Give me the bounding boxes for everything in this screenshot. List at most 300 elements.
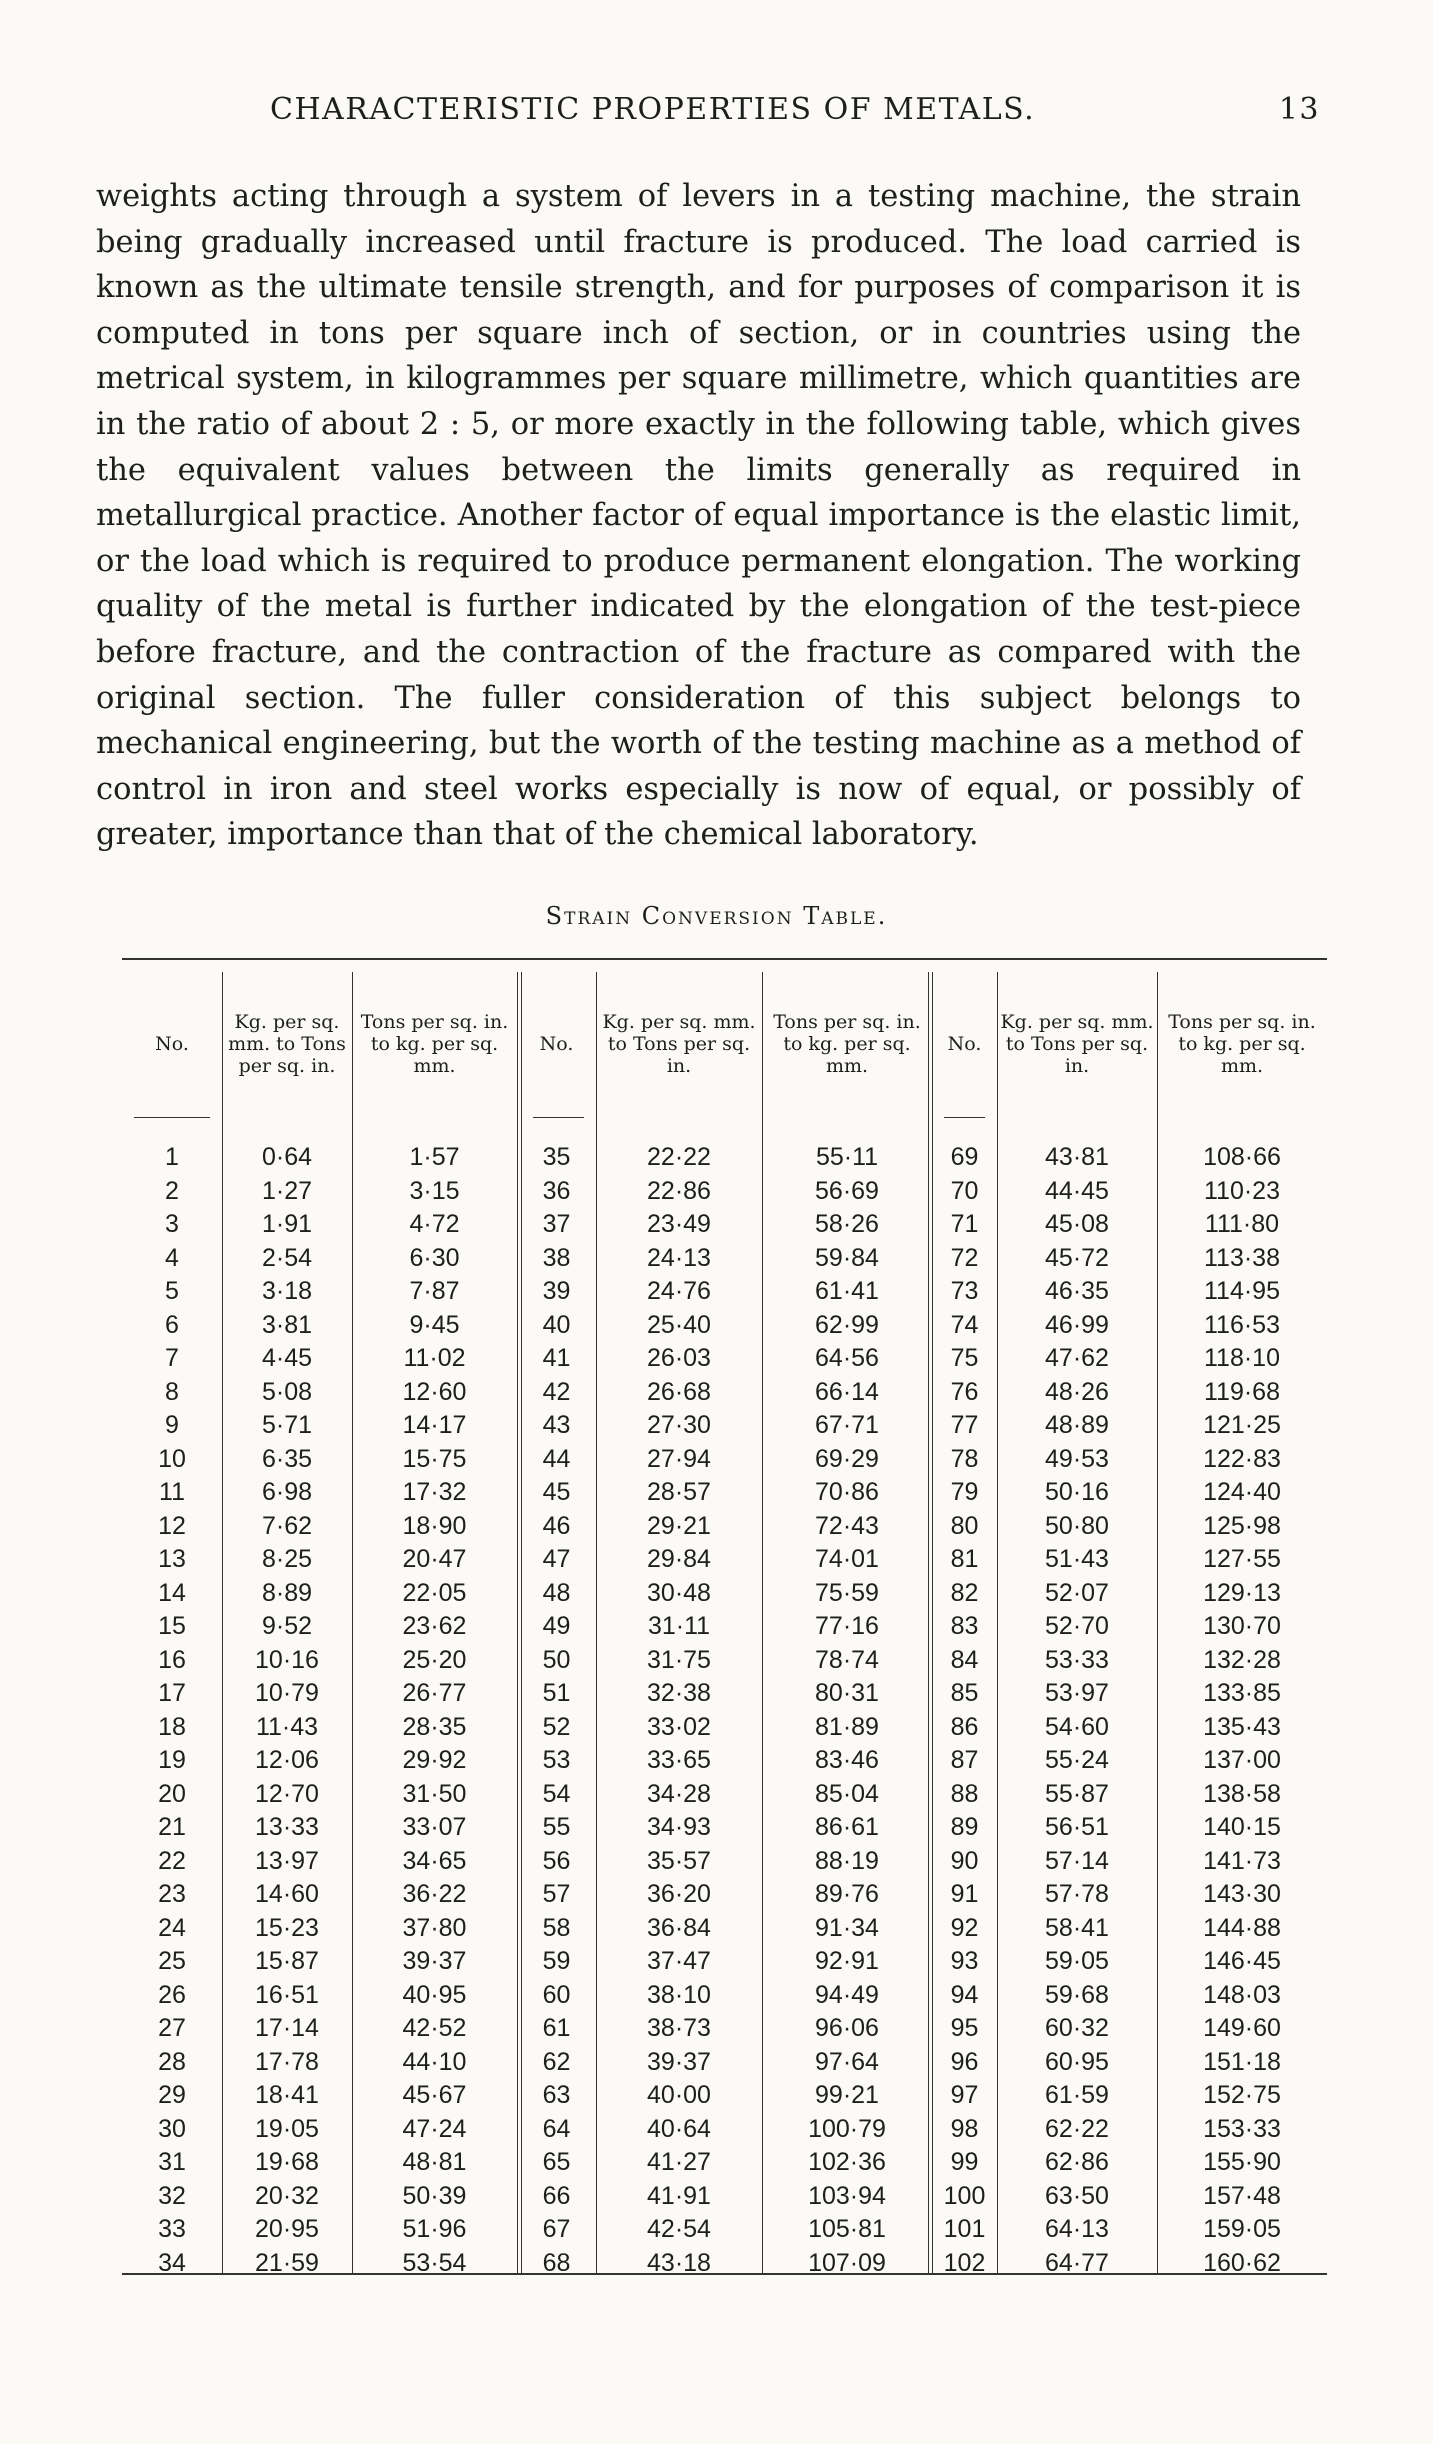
- table-cell: 8·89: [261, 1578, 313, 1607]
- table-cell: 55: [542, 1813, 571, 1841]
- running-title: CHARACTERISTIC PROPERTIES OF METALS.: [270, 92, 1036, 127]
- table-cell: 57: [542, 1880, 571, 1908]
- table-cell: 35: [542, 1143, 571, 1171]
- table-cell: 102·36: [808, 2148, 886, 2176]
- table-row: [122, 1813, 1327, 1847]
- table-cell: 30: [158, 2114, 186, 2143]
- table-cell: 9: [165, 1411, 179, 1439]
- table-row: [122, 1143, 1327, 1177]
- table-cell: 45·72: [1045, 1243, 1109, 1272]
- table-cell: 99·21: [815, 2081, 879, 2109]
- table-cell: 111·80: [1204, 1210, 1280, 1238]
- table-cell: 37·47: [647, 1947, 711, 1975]
- table-cell: 157·48: [1203, 2181, 1281, 2210]
- table-cell: 14·17: [402, 1411, 467, 1439]
- table-cell: 61·59: [1045, 2081, 1109, 2109]
- table-cell: 141·73: [1203, 1846, 1281, 1875]
- table-cell: 31·50: [402, 1779, 467, 1808]
- table-cell: 67: [542, 2215, 571, 2243]
- table-cell: 29·84: [647, 1545, 711, 1573]
- table-cell: 78·74: [815, 1645, 879, 1674]
- table-cell: 51: [542, 1679, 571, 1707]
- table-cell: 144·88: [1203, 1913, 1281, 1942]
- table-cell: 31·11: [647, 1612, 711, 1640]
- table-row: [122, 1311, 1327, 1345]
- table-row: [122, 1210, 1327, 1244]
- table-row: [122, 1344, 1327, 1378]
- column-header: No.: [155, 1033, 189, 1055]
- table-cell: 77: [950, 1411, 979, 1439]
- table-cell: 60·32: [1045, 2014, 1109, 2042]
- table-cell: 57·78: [1045, 1880, 1109, 1908]
- table-cell: 51·43: [1045, 1545, 1109, 1573]
- table-cell: 88·19: [815, 1846, 879, 1875]
- table-cell: 92·91: [815, 1947, 879, 1975]
- table-cell: 105·81: [808, 2215, 886, 2243]
- table-cell: 45: [542, 1478, 571, 1506]
- table-cell: 63: [542, 2081, 571, 2109]
- table-row: [122, 2115, 1327, 2149]
- table-cell: 60: [542, 1980, 571, 2009]
- column-header: Kg. per sq. mm. to Tons per sq. in.: [602, 1011, 756, 1077]
- table-cell: 52·07: [1045, 1578, 1109, 1607]
- table-cell: 32: [158, 2181, 186, 2210]
- table-cell: 15·75: [402, 1444, 467, 1473]
- table-cell: 62·86: [1045, 2148, 1109, 2176]
- table-cell: 45·08: [1045, 1210, 1109, 1238]
- table-cell: 100·79: [808, 2114, 886, 2143]
- table-cell: 96: [950, 2047, 979, 2076]
- table-cell: 40·64: [647, 2114, 711, 2143]
- table-cell: 9·45: [409, 1310, 460, 1339]
- column-header: No.: [947, 1033, 982, 1055]
- table-row: [122, 1612, 1327, 1646]
- table-cell: 49·53: [1045, 1444, 1109, 1473]
- table-cell: 38: [542, 1243, 571, 1272]
- table-cell: 149·60: [1203, 2014, 1281, 2042]
- table-cell: 11·43: [255, 1712, 319, 1741]
- table-cell: 39·37: [402, 1947, 467, 1975]
- table-cell: 59·84: [815, 1243, 879, 1272]
- table-cell: 38·10: [647, 1980, 711, 2009]
- table-cell: 48·81: [402, 2148, 467, 2176]
- table-cell: 50: [542, 1645, 571, 1674]
- table-cell: 129·13: [1203, 1578, 1281, 1607]
- table-row: [122, 1679, 1327, 1713]
- table-cell: 47·62: [1045, 1344, 1109, 1372]
- table-row: [122, 1780, 1327, 1814]
- table-cell: 5·08: [261, 1377, 313, 1406]
- table-cell: 116·53: [1204, 1310, 1280, 1339]
- table-cell: 66: [542, 2181, 571, 2210]
- table-cell: 13·97: [255, 1846, 319, 1875]
- table-cell: 2·54: [261, 1243, 313, 1272]
- table-cell: 125·98: [1203, 1511, 1281, 1540]
- table-cell: 17·78: [255, 2047, 319, 2076]
- table-cell: 10·16: [255, 1645, 319, 1674]
- table-cell: 19·68: [255, 2148, 319, 2176]
- table-cell: 153·33: [1203, 2114, 1281, 2143]
- table-cell: 138·58: [1203, 1779, 1281, 1808]
- table-cell: 88: [950, 1779, 979, 1808]
- table-cell: 48·89: [1045, 1411, 1109, 1439]
- table-cell: 44: [542, 1444, 571, 1473]
- table-cell: 137·00: [1203, 1746, 1281, 1774]
- table-cell: 5: [165, 1277, 179, 1305]
- table-caption: Strain Conversion Table.: [545, 902, 888, 930]
- table-cell: 59·05: [1045, 1947, 1109, 1975]
- table-cell: 28: [158, 2047, 186, 2076]
- table-cell: 41·91: [647, 2181, 711, 2210]
- table-cell: 97: [950, 2081, 979, 2109]
- table-cell: 39·37: [647, 2047, 711, 2076]
- table-row: [122, 1981, 1327, 2015]
- table-cell: 8: [165, 1377, 179, 1406]
- table-cell: 21: [158, 1813, 186, 1841]
- table-cell: 74: [950, 1310, 979, 1339]
- table-cell: 24·76: [647, 1277, 711, 1305]
- table-cell: 31: [158, 2148, 186, 2176]
- table-cell: 60·95: [1045, 2047, 1109, 2076]
- table-cell: 27·30: [647, 1411, 711, 1439]
- table-cell: 24: [158, 1913, 186, 1942]
- table-cell: 79: [950, 1478, 979, 1506]
- table-row: [122, 2081, 1327, 2115]
- table-cell: 6·98: [261, 1478, 313, 1506]
- table-cell: 118·10: [1204, 1344, 1280, 1372]
- table-row: [122, 1847, 1327, 1881]
- table-row: [122, 1713, 1327, 1747]
- table-cell: 45·67: [402, 2081, 467, 2109]
- table-cell: 3: [165, 1210, 179, 1238]
- table-cell: 91: [950, 1880, 979, 1908]
- table-cell: 80: [950, 1511, 979, 1540]
- table-cell: 15: [158, 1612, 186, 1640]
- table-cell: 50·39: [402, 2181, 467, 2210]
- table-cell: 89: [950, 1813, 979, 1841]
- table-cell: 68: [542, 2248, 571, 2277]
- table-cell: 43: [542, 1411, 571, 1439]
- table-row: [122, 1880, 1327, 1914]
- table-cell: 92: [950, 1913, 979, 1942]
- table-row: [122, 1378, 1327, 1412]
- table-cell: 99: [950, 2148, 979, 2176]
- table-cell: 44·45: [1045, 1176, 1109, 1205]
- table-cell: 18: [158, 1712, 186, 1741]
- table-cell: 16·51: [255, 1980, 319, 2009]
- column-header: Kg. per sq. mm. to Tons per sq. in.: [228, 1011, 346, 1077]
- table-cell: 19·05: [255, 2114, 319, 2143]
- table-cell: 37·80: [402, 1913, 467, 1942]
- table-cell: 85: [950, 1679, 979, 1707]
- table-cell: 29·92: [402, 1746, 467, 1774]
- table-row: [122, 1947, 1327, 1981]
- table-cell: 20·95: [255, 2215, 319, 2243]
- table-cell: 64·13: [1045, 2215, 1109, 2243]
- table-cell: 30·48: [647, 1578, 711, 1607]
- strain-conversion-table: [122, 958, 1327, 2275]
- table-cell: 44·10: [402, 2047, 467, 2076]
- table-cell: 42: [542, 1377, 571, 1406]
- table-cell: 51·96: [402, 2215, 467, 2243]
- table-cell: 4: [165, 1243, 179, 1272]
- table-cell: 34·93: [647, 1813, 711, 1841]
- table-cell: 6·35: [261, 1444, 313, 1473]
- table-cell: 101: [943, 2215, 986, 2243]
- column-header: Kg. per sq. mm. to Tons per sq. in.: [1000, 1011, 1154, 1077]
- table-cell: 67·71: [815, 1411, 879, 1439]
- table-cell: 64: [542, 2114, 571, 2143]
- table-cell: 76: [950, 1377, 979, 1406]
- table-row: [122, 1512, 1327, 1546]
- table-cell: 22·05: [402, 1578, 467, 1607]
- table-cell: 107·09: [808, 2248, 886, 2277]
- table-cell: 38·73: [647, 2014, 711, 2042]
- table-cell: 54: [542, 1779, 571, 1808]
- table-cell: 13: [158, 1545, 186, 1573]
- table-cell: 26·03: [647, 1344, 711, 1372]
- table-cell: 25·20: [402, 1645, 467, 1674]
- table-row: [122, 1579, 1327, 1613]
- table-cell: 43·18: [647, 2248, 711, 2277]
- table-cell: 36: [542, 1176, 571, 1205]
- table-cell: 41: [542, 1344, 571, 1372]
- table-cell: 17·32: [402, 1478, 467, 1506]
- table-cell: 58: [542, 1913, 571, 1942]
- table-cell: 4·45: [261, 1344, 313, 1372]
- table-cell: 37: [542, 1210, 571, 1238]
- table-cell: 35·57: [647, 1846, 711, 1875]
- table-cell: 3·18: [261, 1277, 313, 1305]
- page-number: 13: [1278, 92, 1320, 127]
- table-cell: 25·40: [647, 1310, 711, 1339]
- table-cell: 65: [542, 2148, 571, 2176]
- table-cell: 87: [950, 1746, 979, 1774]
- table-cell: 52·70: [1045, 1612, 1109, 1640]
- table-row: [122, 1177, 1327, 1211]
- table-cell: 62·99: [815, 1310, 879, 1339]
- table-cell: 110·23: [1204, 1176, 1280, 1205]
- table-cell: 97·64: [815, 2047, 879, 2076]
- table-cell: 119·68: [1204, 1377, 1280, 1406]
- table-cell: 122·83: [1203, 1444, 1281, 1473]
- table-cell: 17·14: [255, 2014, 319, 2042]
- table-cell: 98: [950, 2114, 979, 2143]
- table-cell: 77·16: [815, 1612, 879, 1640]
- table-cell: 56·69: [815, 1176, 879, 1205]
- table-row: [122, 1914, 1327, 1948]
- table-row: [122, 1545, 1327, 1579]
- table-cell: 18·41: [255, 2081, 319, 2109]
- table-cell: 26·68: [647, 1377, 711, 1406]
- table-cell: 1·91: [261, 1210, 313, 1238]
- table-cell: 40·95: [402, 1980, 467, 2009]
- table-cell: 8·25: [261, 1545, 313, 1573]
- table-cell: 1·27: [261, 1176, 313, 1205]
- table-cell: 28·57: [647, 1478, 711, 1506]
- table-cell: 95: [950, 2014, 979, 2042]
- table-row: [122, 2048, 1327, 2082]
- table-cell: 50·80: [1045, 1511, 1109, 1540]
- table-cell: 22·22: [647, 1143, 711, 1171]
- table-cell: 40: [542, 1310, 571, 1339]
- table-row: [122, 1478, 1327, 1512]
- table-cell: 14·60: [255, 1880, 319, 1908]
- table-cell: 20·32: [255, 2181, 319, 2210]
- table-cell: 135·43: [1203, 1712, 1281, 1741]
- table-cell: 69: [950, 1143, 979, 1171]
- table-cell: 56·51: [1045, 1813, 1109, 1841]
- table-cell: 93: [950, 1947, 979, 1975]
- table-cell: 12·06: [255, 1746, 319, 1774]
- table-cell: 72·43: [815, 1511, 879, 1540]
- table-cell: 36·20: [647, 1880, 711, 1908]
- table-cell: 42·52: [402, 2014, 467, 2042]
- table-cell: 42·54: [647, 2215, 711, 2243]
- header-underline: [533, 1117, 584, 1118]
- table-cell: 34·65: [402, 1846, 467, 1875]
- table-row: [122, 2148, 1327, 2182]
- table-cell: 61: [542, 2014, 571, 2042]
- table-cell: 11·02: [403, 1344, 466, 1372]
- table-cell: 33·65: [647, 1746, 711, 1774]
- table-cell: 39: [542, 1277, 571, 1305]
- table-cell: 151·18: [1203, 2047, 1281, 2076]
- table-row: [122, 2014, 1327, 2048]
- table-cell: 75: [950, 1344, 979, 1372]
- table-row: [122, 2215, 1327, 2249]
- table-cell: 31·75: [647, 1645, 711, 1674]
- table-cell: 46·35: [1045, 1277, 1109, 1305]
- header-underline: [134, 1117, 210, 1118]
- table-cell: 52: [542, 1712, 571, 1741]
- table-cell: 22: [158, 1846, 186, 1875]
- table-cell: 81·89: [815, 1712, 879, 1741]
- table-cell: 80·31: [815, 1679, 879, 1707]
- table-cell: 84: [950, 1645, 979, 1674]
- table-cell: 21·59: [255, 2248, 319, 2277]
- table-cell: 70·86: [815, 1478, 879, 1506]
- table-cell: 66·14: [815, 1377, 879, 1406]
- table-cell: 10: [158, 1444, 186, 1473]
- table-cell: 46·99: [1045, 1310, 1109, 1339]
- table-cell: 94·49: [815, 1980, 879, 2009]
- table-cell: 18·90: [402, 1511, 467, 1540]
- table-cell: 6: [165, 1310, 179, 1339]
- table-cell: 5·71: [261, 1411, 313, 1439]
- table-cell: 47·24: [402, 2114, 467, 2143]
- table-cell: 27: [158, 2014, 186, 2042]
- table-cell: 114·95: [1204, 1277, 1280, 1305]
- table-cell: 3·15: [409, 1176, 460, 1205]
- table-cell: 70: [950, 1176, 979, 1205]
- table-cell: 12: [158, 1511, 186, 1540]
- table-cell: 13·33: [255, 1813, 319, 1841]
- table-cell: 26: [158, 1980, 186, 2009]
- table-cell: 48·26: [1045, 1377, 1109, 1406]
- table-cell: 55·11: [815, 1143, 879, 1171]
- table-cell: 127·55: [1203, 1545, 1281, 1573]
- table-cell: 74·01: [815, 1545, 879, 1573]
- table-cell: 4·72: [409, 1210, 460, 1238]
- table-row: [122, 1746, 1327, 1780]
- header-underline: [944, 1117, 985, 1118]
- table-cell: 15·87: [255, 1947, 319, 1975]
- table-cell: 22·86: [647, 1176, 711, 1205]
- table-cell: 83: [950, 1612, 979, 1640]
- table-cell: 100: [943, 2181, 986, 2210]
- table-cell: 56: [542, 1846, 571, 1875]
- table-cell: 58·26: [815, 1210, 879, 1238]
- table-cell: 50·16: [1045, 1478, 1109, 1506]
- table-cell: 130·70: [1203, 1612, 1281, 1640]
- table-row: [122, 2182, 1327, 2216]
- table-cell: 72: [950, 1243, 979, 1272]
- table-cell: 124·40: [1203, 1478, 1281, 1506]
- table-cell: 96·06: [815, 2014, 879, 2042]
- table-cell: 148·03: [1203, 1980, 1281, 2009]
- table-cell: 24·13: [647, 1243, 711, 1272]
- table-cell: 12·60: [402, 1377, 467, 1406]
- table-row: [122, 2249, 1327, 2283]
- table-cell: 83·46: [815, 1746, 879, 1774]
- table-cell: 9·52: [261, 1612, 313, 1640]
- table-cell: 26·77: [402, 1679, 467, 1707]
- table-cell: 1·57: [409, 1143, 460, 1171]
- table-cell: 33: [158, 2215, 186, 2243]
- table-cell: 55·24: [1045, 1746, 1109, 1774]
- table-cell: 29·21: [647, 1511, 711, 1540]
- table-cell: 140·15: [1203, 1813, 1281, 1841]
- table-cell: 54·60: [1045, 1712, 1109, 1741]
- table-cell: 36·84: [647, 1913, 711, 1942]
- table-cell: 23·62: [402, 1612, 467, 1640]
- table-cell: 23: [158, 1880, 186, 1908]
- table-cell: 34: [158, 2248, 186, 2277]
- table-cell: 71: [950, 1210, 979, 1238]
- table-cell: 49: [542, 1612, 571, 1640]
- column-header: Tons per sq. in. to kg. per sq. mm.: [773, 1011, 921, 1077]
- table-cell: 28·35: [402, 1712, 467, 1741]
- table-cell: 20·47: [402, 1545, 467, 1573]
- table-cell: 61·41: [815, 1277, 879, 1305]
- table-row: [122, 1244, 1327, 1278]
- table-cell: 0·64: [261, 1143, 313, 1171]
- table-cell: 46: [542, 1511, 571, 1540]
- table-cell: 64·56: [815, 1344, 879, 1372]
- table-cell: 133·85: [1203, 1679, 1281, 1707]
- table-cell: 29: [158, 2081, 186, 2109]
- table-cell: 23·49: [647, 1210, 711, 1238]
- table-cell: 34·28: [647, 1779, 711, 1808]
- table-cell: 103·94: [808, 2181, 886, 2210]
- table-cell: 19: [158, 1746, 186, 1774]
- table-cell: 86·61: [815, 1813, 879, 1841]
- table-cell: 91·34: [815, 1913, 879, 1942]
- table-cell: 15·23: [255, 1913, 319, 1942]
- table-cell: 11: [159, 1478, 185, 1506]
- table-cell: 7·62: [261, 1511, 313, 1540]
- table-cell: 16: [158, 1645, 186, 1674]
- table-cell: 159·05: [1203, 2215, 1281, 2243]
- table-cell: 59·68: [1045, 1980, 1109, 2009]
- table-cell: 108·66: [1203, 1143, 1281, 1171]
- table-cell: 20: [158, 1779, 186, 1808]
- table-cell: 3·81: [261, 1310, 313, 1339]
- column-header: Tons per sq. in. to kg. per sq. mm.: [360, 1011, 509, 1077]
- table-cell: 121·25: [1203, 1411, 1281, 1439]
- table-cell: 7·87: [409, 1277, 460, 1305]
